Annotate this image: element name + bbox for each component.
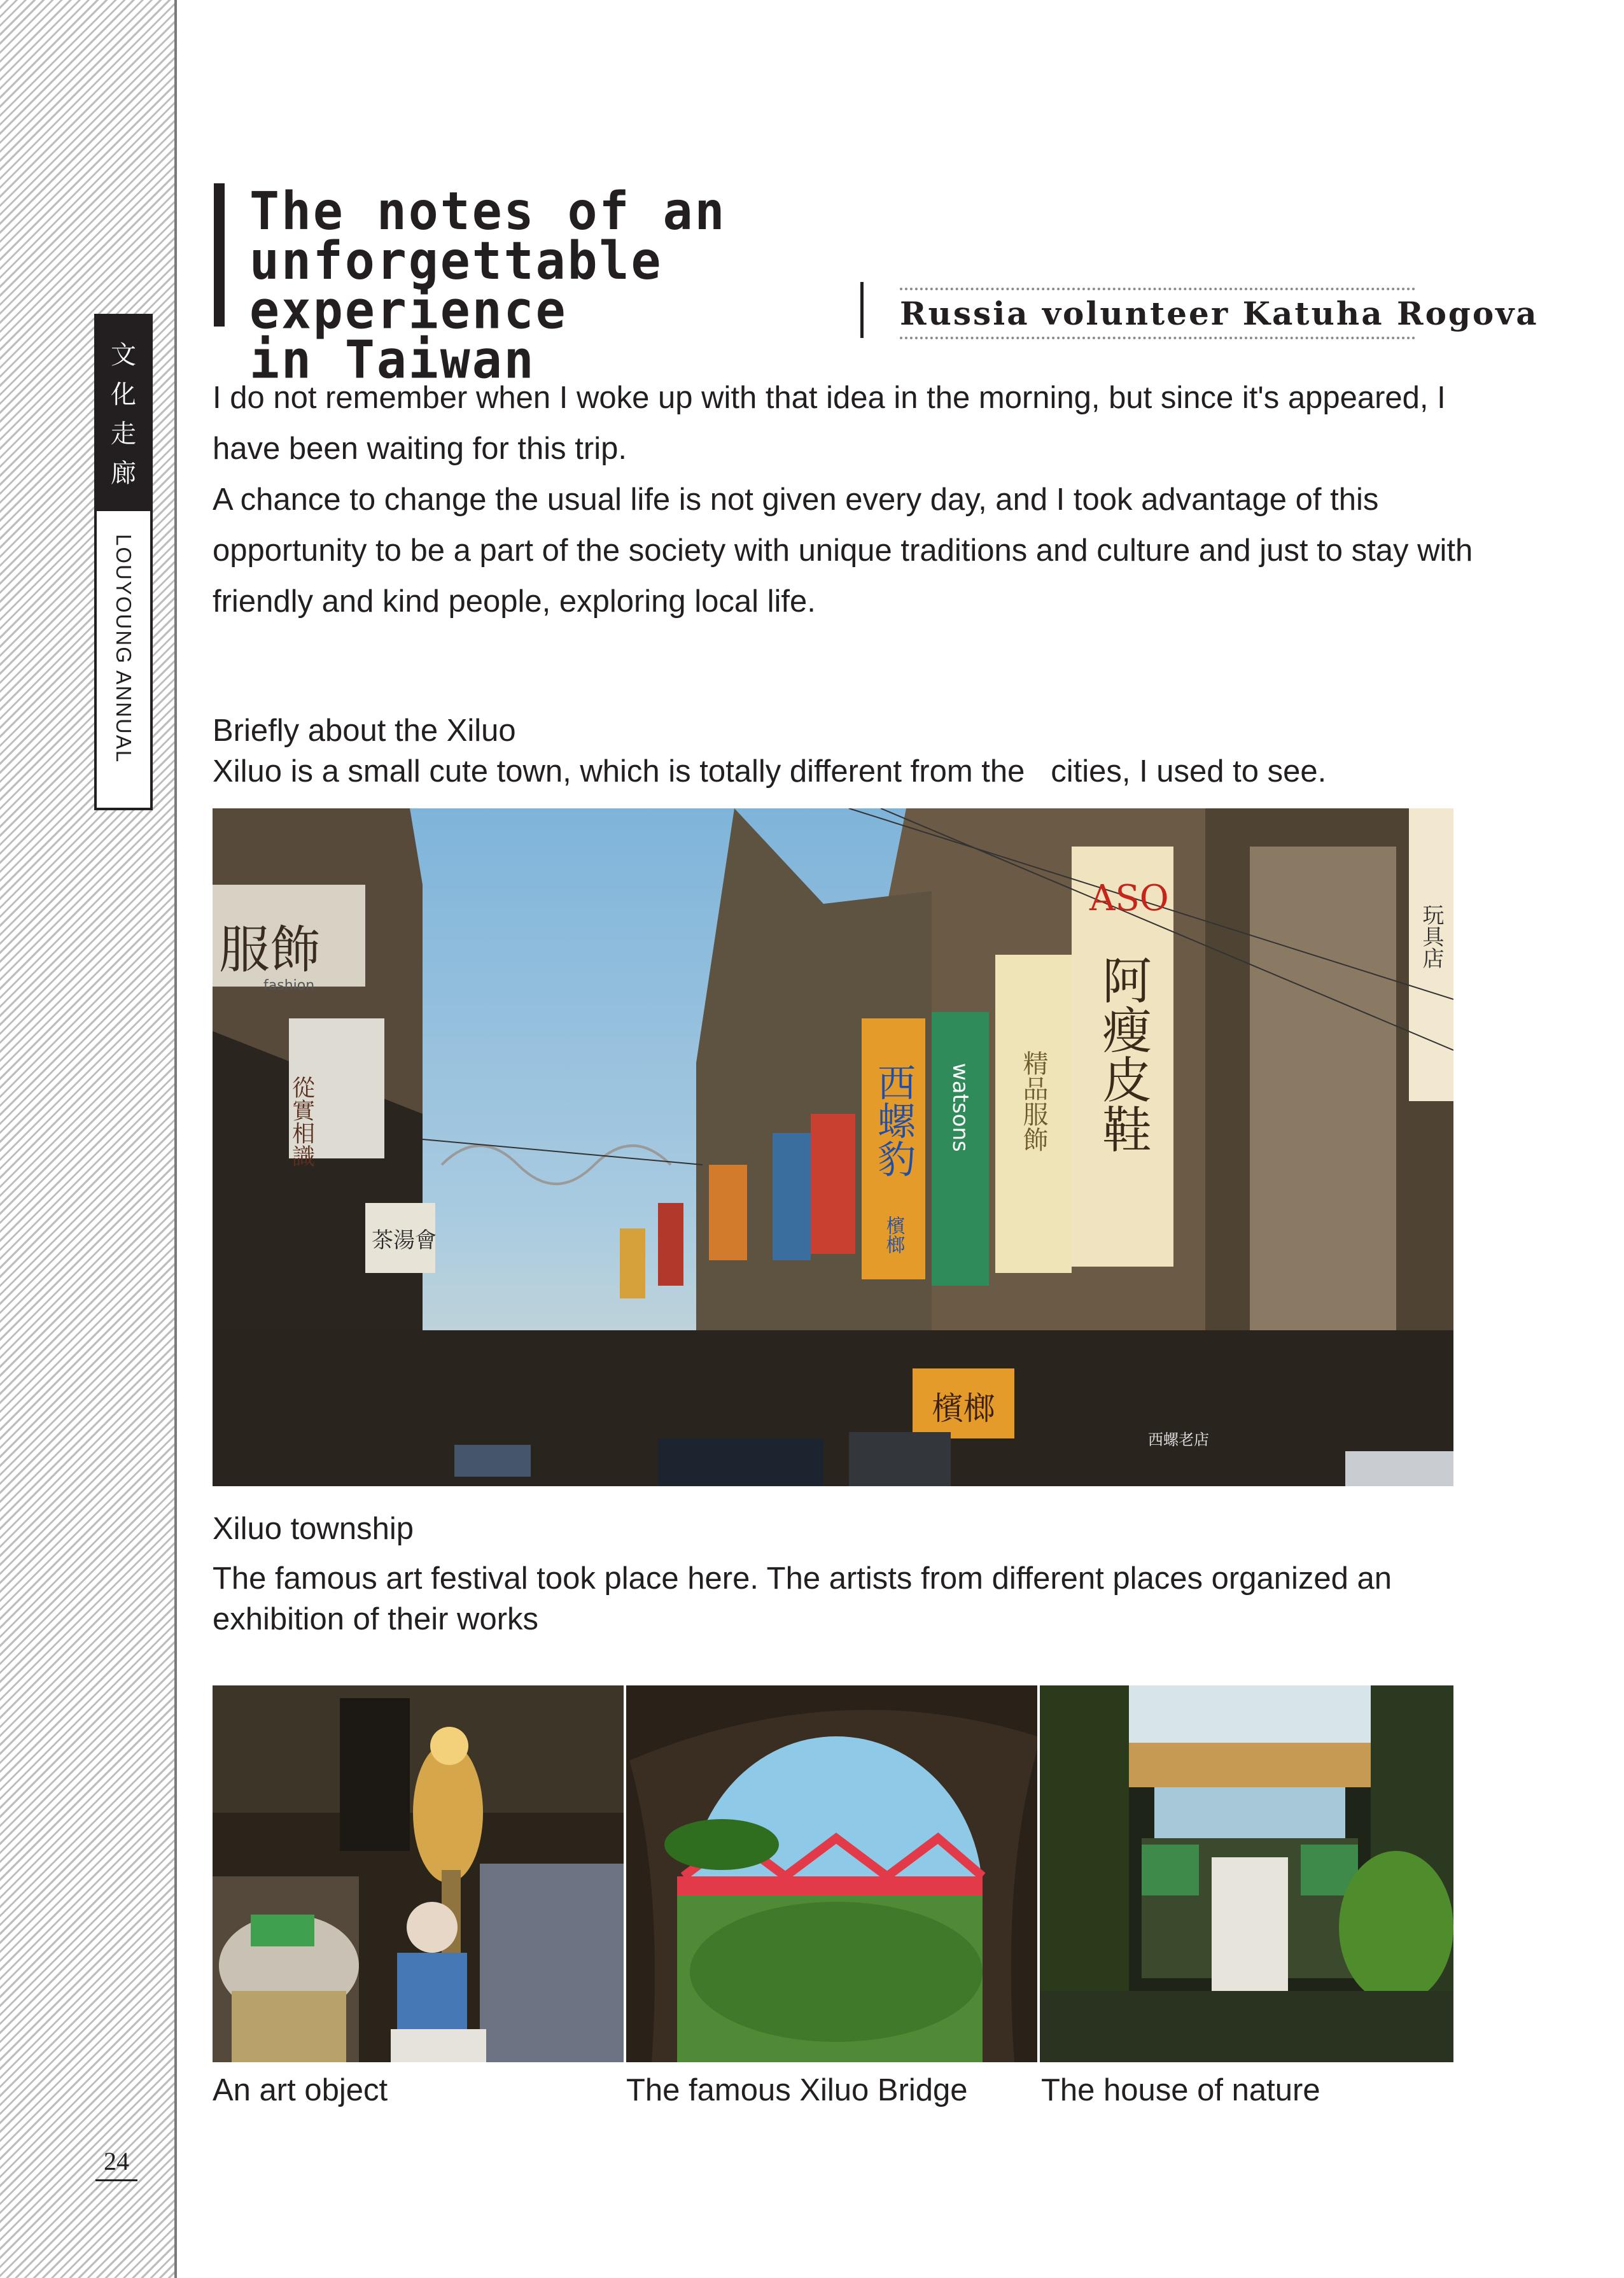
title-accent-bar (214, 183, 225, 327)
section-tab-chinese (97, 316, 150, 511)
section-tab-char: 廊 (111, 459, 136, 488)
intro-text (213, 372, 1498, 627)
sign-betel-small: 檳榔 (882, 1216, 905, 1254)
sign-boutique: 精品服飾 (1019, 1050, 1048, 1152)
caption-xiluo-bridge: The famous Xiluo Bridge (626, 2073, 968, 2107)
section-text-township: The famous art festival took place here. The artists from different places organized an exhibition of their works (213, 1561, 1392, 1636)
xiluo-bridge-photo (626, 1685, 1037, 2062)
sign-fashion: 服飾 (219, 920, 321, 980)
section-text-xiluo: Xiluo is a small cute town, which is totally different from the cities, I used to see. (213, 754, 1327, 789)
section-tab-char: 文 (111, 341, 136, 370)
section-heading-township: Xiluo township (213, 1512, 414, 1546)
intro-paragraph: I do not remember when I woke up with that idea in the morning, but since it's appeared, I have been waiting for this trip. (213, 381, 1446, 466)
caption-house-of-nature: The house of nature (1041, 2073, 1320, 2107)
sign-toy-store: 玩具店 (1418, 904, 1444, 969)
art-object-photo (213, 1685, 624, 2062)
title-line: unforgettable experience (249, 231, 663, 341)
sign-old-shop: 西螺老店 (1148, 1431, 1209, 1449)
caption-art-object: An art object (213, 2073, 388, 2107)
sidebar-divider-rule (174, 0, 177, 2278)
byline-tick (860, 282, 864, 338)
house-of-nature-photo (1040, 1685, 1453, 2062)
xiluo-street-photo (213, 808, 1453, 1486)
publication-name: LOUYOUNG ANNUAL (112, 534, 136, 764)
sign-watsons: watsons (948, 1063, 973, 1152)
title-line: The notes of an (249, 181, 727, 243)
section-tab-english (97, 511, 150, 808)
sign-aso-logo: ASO (1089, 878, 1169, 919)
sign-tea: 茶湯會 (372, 1228, 437, 1253)
article-byline: Russia volunteer Katuha Rogova (900, 295, 1539, 332)
section-tab-char: 化 (111, 380, 136, 409)
sign-shop-left: 從實相識 (288, 1076, 315, 1167)
sign-fashion-sub: fashion (263, 978, 315, 994)
byline-rule-bottom (900, 337, 1415, 339)
intro-paragraph: A chance to change the usual life is not given every day, and I took advantage of this opportunity to be a part of the society with unique traditions and culture and just to stay with friendly and kind people, exploring local life. (213, 482, 1473, 619)
article-title (249, 181, 911, 391)
sign-betel-bottom: 檳榔 (932, 1390, 995, 1427)
byline-rule-top (900, 288, 1415, 290)
page-number: 24 (95, 2144, 137, 2181)
section-tab (94, 314, 153, 810)
sign-aso-shoes: 阿瘦皮鞋 (1094, 955, 1151, 1153)
title-line: in Taiwan (249, 330, 536, 391)
section-tab-char: 走 (111, 419, 136, 449)
section-heading-xiluo: Briefly about the Xiluo (213, 714, 516, 748)
sign-xiluo-leopard: 西螺豹 (871, 1063, 916, 1178)
